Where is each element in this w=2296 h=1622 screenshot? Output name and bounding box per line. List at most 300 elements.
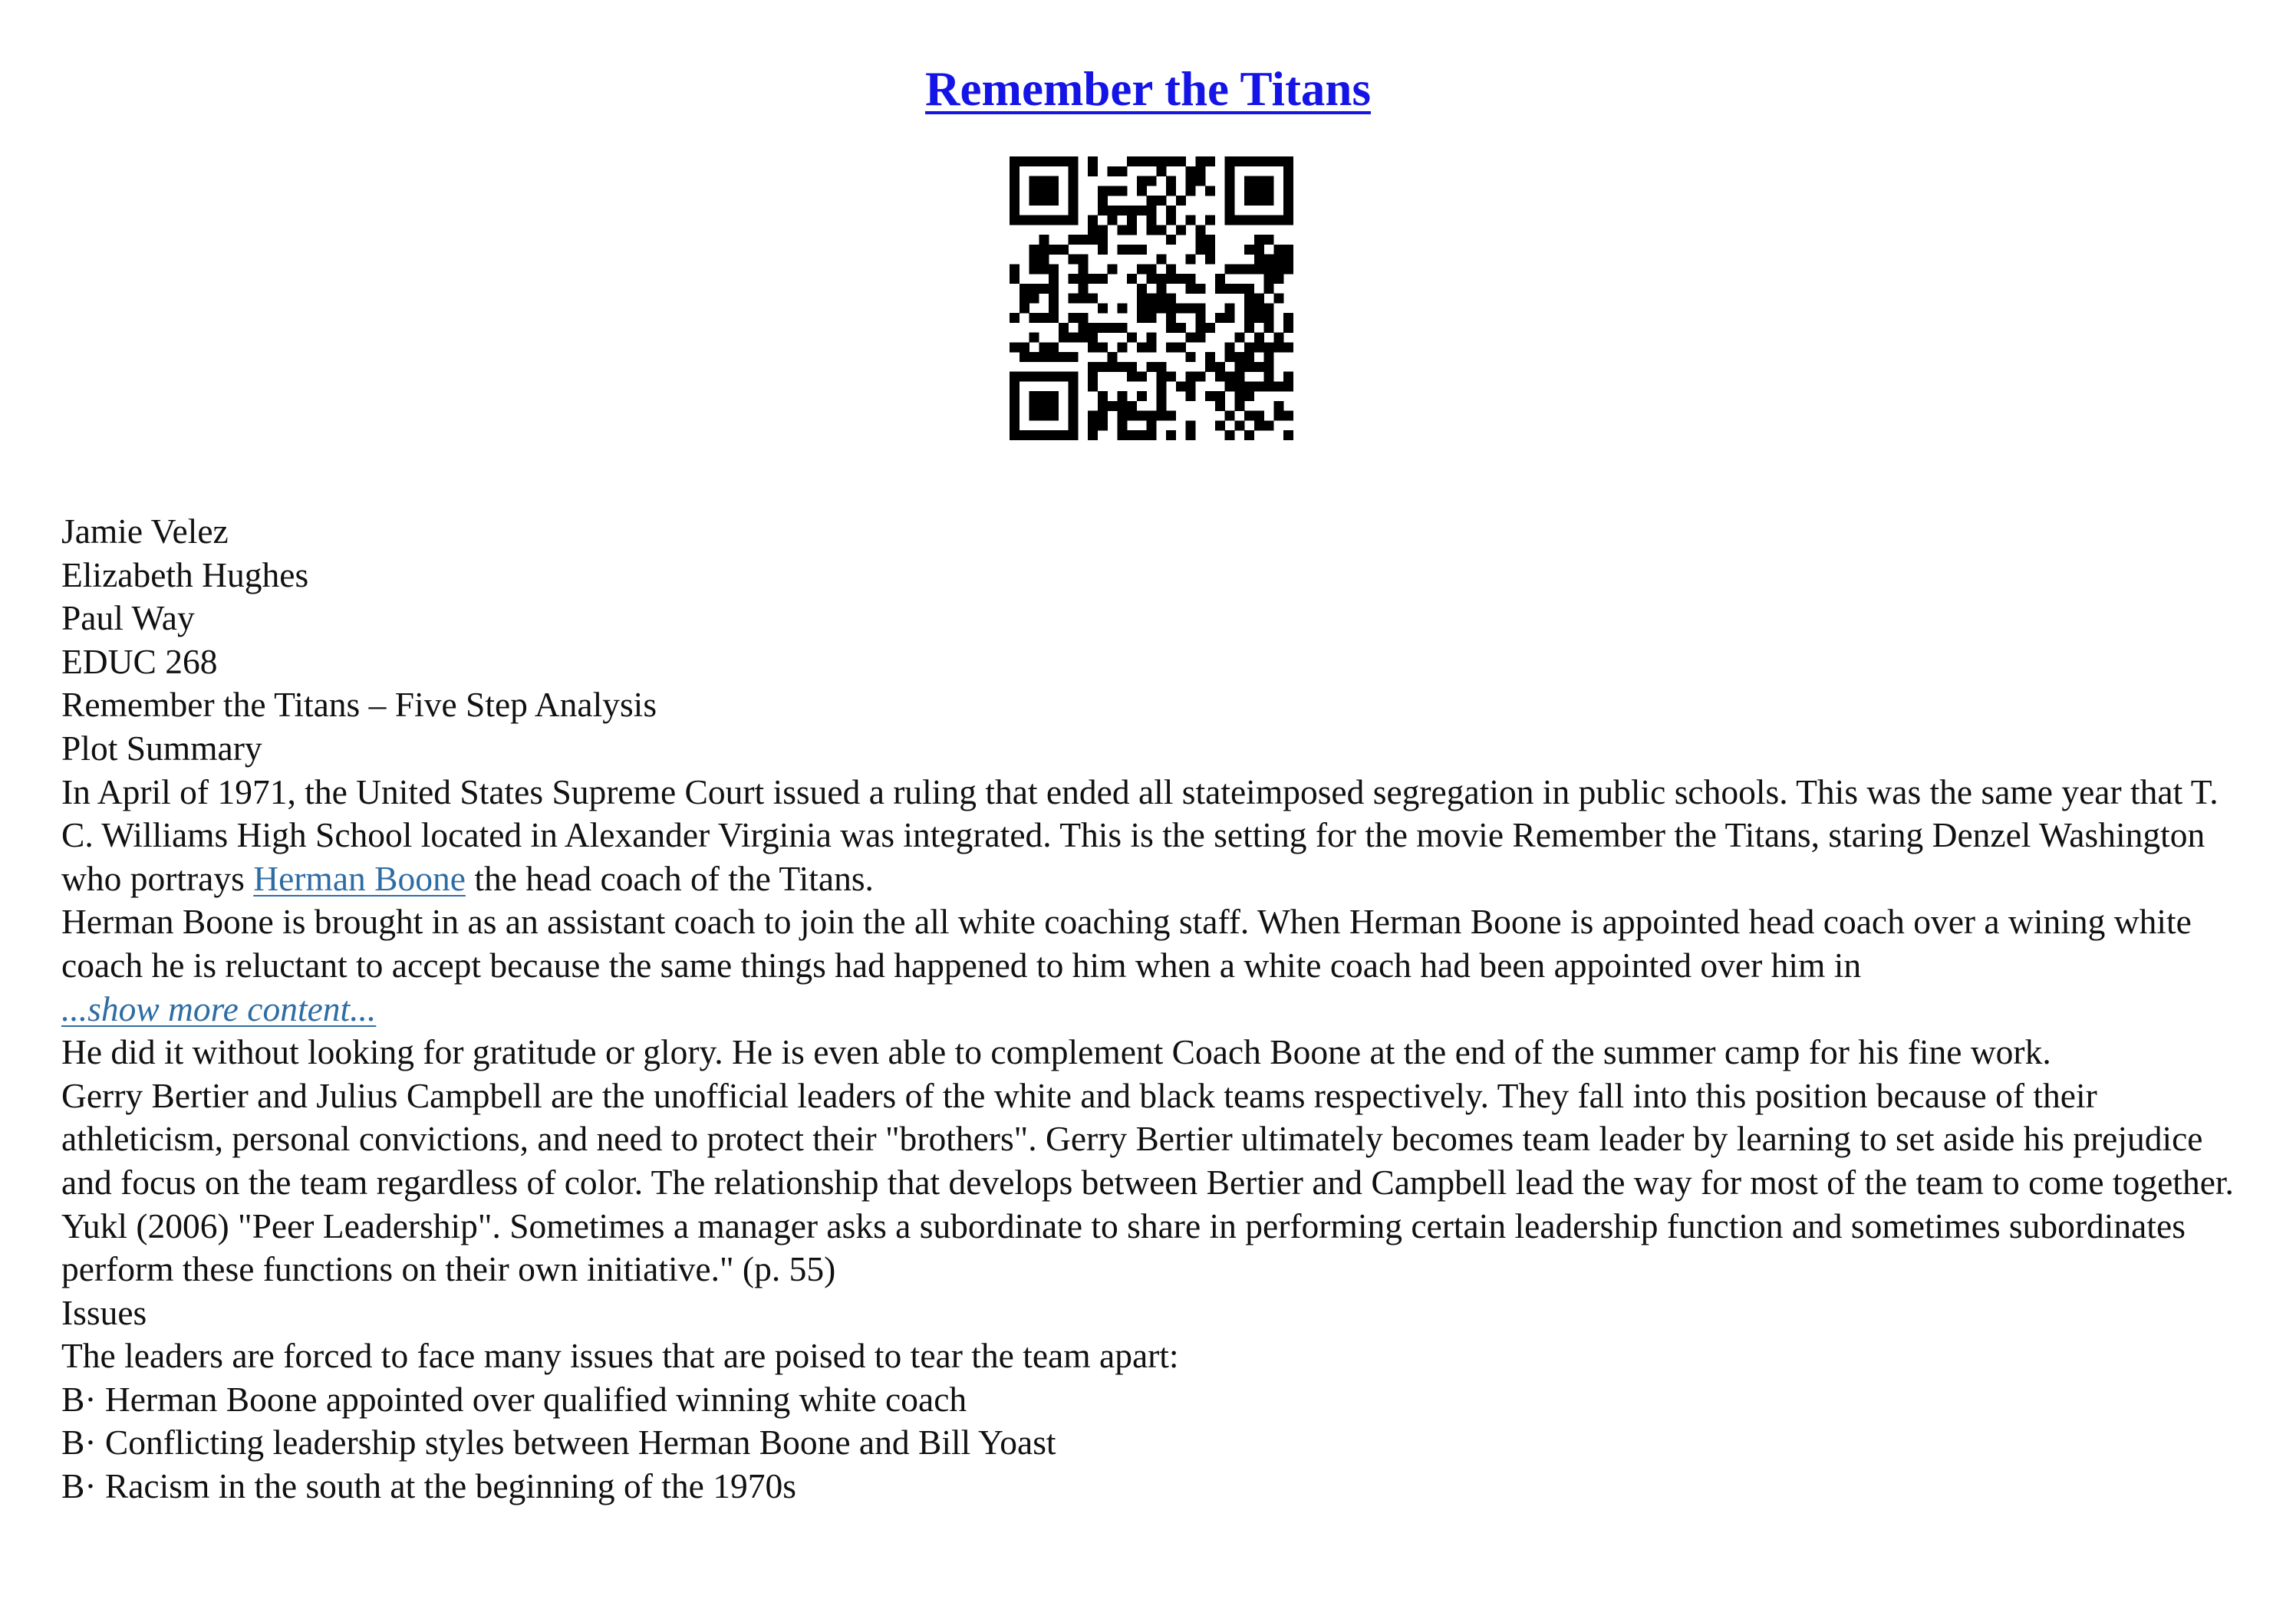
qr-module bbox=[1244, 186, 1254, 196]
qr-module bbox=[1234, 381, 1244, 391]
qr-module bbox=[1215, 284, 1225, 294]
qr-module bbox=[1244, 284, 1254, 294]
paragraph-intro-tail: the head coach of the Titans. bbox=[465, 858, 874, 898]
qr-module bbox=[1264, 196, 1274, 206]
qr-module bbox=[1156, 362, 1166, 372]
qr-module bbox=[1147, 196, 1157, 206]
qr-module bbox=[1117, 342, 1127, 352]
qr-module bbox=[1147, 215, 1157, 225]
qr-module bbox=[1029, 196, 1039, 206]
qr-module bbox=[1059, 215, 1069, 225]
qr-module bbox=[1176, 196, 1186, 206]
qr-module bbox=[1117, 401, 1127, 411]
qr-module bbox=[1010, 186, 1020, 196]
qr-module bbox=[1098, 420, 1108, 430]
qr-module bbox=[1078, 235, 1088, 245]
qr-module bbox=[1098, 225, 1108, 235]
qr-module bbox=[1088, 323, 1098, 333]
qr-module bbox=[1137, 264, 1147, 274]
paragraph-yukl: Yukl (2006) "Peer Leadership". Sometimes a manager asks a subordinate to share in performing certain leadership function and sometimes subordinates perform these functions on their own initiative." (p. 55) bbox=[61, 1206, 2186, 1289]
qr-module bbox=[1283, 372, 1293, 382]
qr-module bbox=[1147, 430, 1157, 440]
qr-module bbox=[1098, 303, 1108, 313]
qr-module bbox=[1244, 381, 1254, 391]
qr-module bbox=[1147, 176, 1157, 186]
qr-module bbox=[1244, 176, 1254, 186]
qr-module bbox=[1176, 225, 1186, 235]
qr-module bbox=[1059, 372, 1069, 382]
qr-module bbox=[1195, 303, 1205, 313]
qr-module bbox=[1225, 342, 1235, 352]
show-more-content-link[interactable]: ...show more content... bbox=[61, 989, 377, 1028]
qr-module bbox=[1264, 215, 1274, 225]
herman-boone-link[interactable]: Herman Boone bbox=[253, 858, 466, 898]
qr-module bbox=[1195, 323, 1205, 333]
qr-module bbox=[1098, 245, 1108, 255]
qr-module bbox=[1069, 411, 1079, 421]
qr-module bbox=[1069, 294, 1079, 304]
qr-module bbox=[1029, 430, 1039, 440]
qr-module bbox=[1127, 156, 1137, 166]
qr-module bbox=[1029, 352, 1039, 362]
qr-module bbox=[1117, 303, 1127, 313]
qr-module bbox=[1225, 215, 1235, 225]
qr-module bbox=[1137, 284, 1147, 294]
qr-module bbox=[1156, 284, 1166, 294]
qr-module bbox=[1166, 313, 1176, 323]
qr-module bbox=[1186, 333, 1196, 343]
qr-module bbox=[1273, 333, 1283, 343]
qr-module bbox=[1254, 215, 1264, 225]
qr-module bbox=[1273, 156, 1283, 166]
qr-module bbox=[1186, 303, 1196, 313]
qr-module bbox=[1137, 245, 1147, 255]
qr-module bbox=[1010, 420, 1020, 430]
qr-module bbox=[1010, 430, 1020, 440]
qr-module bbox=[1137, 372, 1147, 382]
qr-module bbox=[1244, 430, 1254, 440]
qr-module bbox=[1264, 156, 1274, 166]
qr-module bbox=[1244, 352, 1254, 362]
qr-module bbox=[1010, 176, 1020, 186]
qr-module bbox=[1117, 206, 1127, 215]
qr-module bbox=[1283, 342, 1293, 352]
qr-module bbox=[1273, 294, 1283, 304]
qr-module bbox=[1147, 264, 1157, 274]
qr-module bbox=[1234, 352, 1244, 362]
qr-module bbox=[1029, 156, 1039, 166]
qr-module bbox=[1264, 264, 1274, 274]
qr-module bbox=[1020, 294, 1029, 304]
qr-module bbox=[1117, 323, 1127, 333]
qr-module bbox=[1088, 411, 1098, 421]
qr-module bbox=[1020, 342, 1029, 352]
document-body bbox=[61, 510, 2255, 1508]
qr-module bbox=[1166, 235, 1176, 245]
qr-module bbox=[1020, 215, 1029, 225]
qr-module bbox=[1117, 420, 1127, 430]
qr-module bbox=[1039, 372, 1049, 382]
qr-module bbox=[1147, 342, 1157, 352]
qr-module bbox=[1039, 264, 1049, 274]
qr-module bbox=[1137, 430, 1147, 440]
qr-module bbox=[1108, 362, 1118, 372]
qr-module bbox=[1010, 196, 1020, 206]
qr-module bbox=[1254, 186, 1264, 196]
qr-module bbox=[1010, 215, 1020, 225]
qr-module bbox=[1069, 274, 1079, 284]
qr-module bbox=[1215, 362, 1225, 372]
qr-module bbox=[1156, 166, 1166, 176]
title-link[interactable]: Remember the Titans bbox=[925, 62, 1371, 116]
qr-module bbox=[1166, 156, 1176, 166]
qr-module bbox=[1059, 323, 1069, 333]
paragraph-leaders: Gerry Bertier and Julius Campbell are the unofficial leaders of the white and black teams respectively. They fall into this position because of their athleticism, personal convictions, and need to protect their "brothers". Gerry Bertier ultimately becomes team leader by learning to set aside his prejudice and focus on the team regardless of color. The relationship that develops between Bertier and Campbell lead the way for most of the team to come together. bbox=[61, 1075, 2234, 1202]
qr-module bbox=[1039, 215, 1049, 225]
qr-module bbox=[1059, 333, 1069, 343]
qr-module bbox=[1166, 215, 1176, 225]
issue-item: B· Racism in the south at the beginning of the 1970s bbox=[61, 1466, 796, 1506]
qr-module bbox=[1049, 313, 1059, 323]
qr-module bbox=[1234, 264, 1244, 274]
qr-module bbox=[1029, 186, 1039, 196]
qr-module bbox=[1205, 245, 1215, 255]
section-heading-plot-summary: Plot Summary bbox=[61, 728, 262, 768]
qr-module bbox=[1283, 186, 1293, 196]
qr-module bbox=[1020, 372, 1029, 382]
qr-module bbox=[1069, 186, 1079, 196]
qr-module bbox=[1088, 225, 1098, 235]
qr-module bbox=[1166, 294, 1176, 304]
qr-module bbox=[1254, 303, 1264, 313]
qr-module bbox=[1186, 391, 1196, 401]
qr-module bbox=[1069, 196, 1079, 206]
qr-module bbox=[1137, 313, 1147, 323]
qr-module bbox=[1234, 284, 1244, 294]
author-line: Paul Way bbox=[61, 598, 195, 638]
qr-module bbox=[1156, 303, 1166, 313]
qr-module bbox=[1039, 235, 1049, 245]
qr-module bbox=[1029, 411, 1039, 421]
qr-module bbox=[1156, 372, 1166, 382]
qr-module bbox=[1098, 411, 1108, 421]
qr-module bbox=[1283, 264, 1293, 274]
qr-module bbox=[1166, 186, 1176, 196]
qr-module bbox=[1225, 186, 1235, 196]
qr-module bbox=[1039, 176, 1049, 186]
qr-module bbox=[1039, 196, 1049, 206]
qr-module bbox=[1254, 235, 1264, 245]
qr-module bbox=[1117, 245, 1127, 255]
qr-module bbox=[1127, 333, 1137, 343]
qr-module bbox=[1244, 156, 1254, 166]
qr-module bbox=[1244, 313, 1254, 323]
qr-module bbox=[1147, 420, 1157, 430]
qr-module bbox=[1078, 333, 1088, 343]
qr-module bbox=[1010, 313, 1020, 323]
qr-module bbox=[1264, 372, 1274, 382]
qr-module bbox=[1049, 303, 1059, 313]
qr-module bbox=[1108, 401, 1118, 411]
qr-module bbox=[1049, 156, 1059, 166]
qr-module bbox=[1264, 362, 1274, 372]
qr-module bbox=[1108, 323, 1118, 333]
qr-module bbox=[1088, 235, 1098, 245]
qr-module bbox=[1098, 186, 1108, 196]
qr-module bbox=[1283, 245, 1293, 255]
qr-module bbox=[1137, 411, 1147, 421]
qr-module bbox=[1078, 323, 1088, 333]
qr-module bbox=[1254, 255, 1264, 265]
qr-module bbox=[1264, 323, 1274, 333]
qr-module bbox=[1029, 391, 1039, 401]
paragraph-intro bbox=[61, 771, 2255, 901]
qr-module bbox=[1049, 430, 1059, 440]
qr-module bbox=[1069, 372, 1079, 382]
qr-module bbox=[1039, 313, 1049, 323]
qr-module bbox=[1186, 430, 1196, 440]
qr-module bbox=[1049, 352, 1059, 362]
qr-module bbox=[1108, 215, 1118, 225]
qr-module bbox=[1283, 176, 1293, 186]
qr-module bbox=[1137, 294, 1147, 304]
qr-module bbox=[1156, 196, 1166, 206]
qr-module bbox=[1049, 186, 1059, 196]
qr-code bbox=[1010, 156, 1293, 440]
qr-module bbox=[1059, 352, 1069, 362]
qr-module bbox=[1195, 313, 1205, 323]
qr-module bbox=[1156, 294, 1166, 304]
qr-module bbox=[1273, 411, 1283, 421]
qr-module bbox=[1283, 166, 1293, 176]
qr-module bbox=[1254, 196, 1264, 206]
qr-module bbox=[1117, 166, 1127, 176]
qr-module bbox=[1078, 294, 1088, 304]
qr-module bbox=[1244, 303, 1254, 313]
qr-module bbox=[1195, 245, 1205, 255]
qr-module bbox=[1039, 401, 1049, 411]
qr-module bbox=[1264, 352, 1274, 362]
qr-module bbox=[1137, 391, 1147, 401]
qr-module bbox=[1186, 186, 1196, 196]
qr-module bbox=[1234, 372, 1244, 382]
section-heading-issues: Issues bbox=[61, 1292, 147, 1332]
qr-module bbox=[1049, 391, 1059, 401]
qr-module bbox=[1078, 274, 1088, 284]
qr-module bbox=[1059, 245, 1069, 255]
qr-module bbox=[1010, 156, 1020, 166]
qr-module bbox=[1098, 206, 1108, 215]
qr-module bbox=[1195, 284, 1205, 294]
qr-module bbox=[1244, 323, 1254, 333]
qr-module bbox=[1215, 274, 1225, 284]
qr-module bbox=[1088, 372, 1098, 382]
qr-module bbox=[1088, 362, 1098, 372]
qr-module bbox=[1215, 313, 1225, 323]
qr-module bbox=[1108, 352, 1118, 362]
qr-module bbox=[1176, 274, 1186, 284]
qr-module bbox=[1069, 401, 1079, 411]
qr-module bbox=[1283, 156, 1293, 166]
qr-module bbox=[1273, 264, 1283, 274]
qr-module bbox=[1029, 401, 1039, 411]
qr-module bbox=[1244, 196, 1254, 206]
qr-module bbox=[1195, 235, 1205, 245]
qr-module bbox=[1098, 362, 1108, 372]
qr-module bbox=[1283, 381, 1293, 391]
qr-module bbox=[1186, 381, 1196, 391]
qr-module bbox=[1098, 323, 1108, 333]
qr-module bbox=[1156, 225, 1166, 235]
qr-module bbox=[1127, 215, 1137, 225]
qr-module bbox=[1195, 372, 1205, 382]
qr-module bbox=[1039, 430, 1049, 440]
qr-module bbox=[1234, 420, 1244, 430]
qr-module bbox=[1108, 206, 1118, 215]
qr-module bbox=[1166, 303, 1176, 313]
qr-module bbox=[1254, 381, 1264, 391]
qr-module bbox=[1069, 176, 1079, 186]
qr-module bbox=[1088, 420, 1098, 430]
qr-module bbox=[1049, 284, 1059, 294]
qr-module bbox=[1059, 430, 1069, 440]
qr-module bbox=[1186, 284, 1196, 294]
qr-module bbox=[1020, 430, 1029, 440]
qr-module bbox=[1039, 284, 1049, 294]
qr-module bbox=[1283, 255, 1293, 265]
qr-module bbox=[1010, 391, 1020, 401]
qr-module bbox=[1254, 294, 1264, 304]
author-line: Elizabeth Hughes bbox=[61, 554, 309, 594]
qr-module bbox=[1166, 430, 1176, 440]
qr-module bbox=[1166, 342, 1176, 352]
qr-module bbox=[1029, 313, 1039, 323]
qr-module bbox=[1186, 255, 1196, 265]
qr-module bbox=[1254, 245, 1264, 255]
qr-module bbox=[1225, 196, 1235, 206]
qr-module bbox=[1225, 430, 1235, 440]
qr-module bbox=[1117, 186, 1127, 196]
qr-module bbox=[1049, 196, 1059, 206]
qr-module bbox=[1098, 391, 1108, 401]
qr-module bbox=[1234, 215, 1244, 225]
qr-module bbox=[1127, 430, 1137, 440]
qr-module bbox=[1069, 420, 1079, 430]
qr-module bbox=[1049, 342, 1059, 352]
qr-module bbox=[1186, 176, 1196, 186]
qr-module bbox=[1049, 245, 1059, 255]
qr-module bbox=[1147, 362, 1157, 372]
qr-module bbox=[1029, 215, 1039, 225]
qr-module bbox=[1147, 303, 1157, 313]
qr-module bbox=[1010, 206, 1020, 215]
qr-module bbox=[1039, 411, 1049, 421]
qr-module bbox=[1069, 235, 1079, 245]
qr-module bbox=[1205, 352, 1215, 362]
qr-module bbox=[1156, 274, 1166, 284]
qr-module bbox=[1069, 313, 1079, 323]
qr-module bbox=[1156, 381, 1166, 391]
qr-module bbox=[1273, 245, 1283, 255]
qr-module bbox=[1127, 372, 1137, 382]
qr-module bbox=[1166, 176, 1176, 186]
qr-module bbox=[1137, 156, 1147, 166]
qr-module bbox=[1088, 430, 1098, 440]
qr-module bbox=[1020, 284, 1029, 294]
qr-module bbox=[1195, 166, 1205, 176]
qr-module bbox=[1264, 274, 1274, 284]
qr-module bbox=[1137, 342, 1147, 352]
qr-module bbox=[1039, 391, 1049, 401]
qr-module bbox=[1234, 391, 1244, 401]
qr-module bbox=[1049, 215, 1059, 225]
qr-module bbox=[1205, 323, 1215, 333]
qr-module bbox=[1254, 342, 1264, 352]
qr-module bbox=[1147, 333, 1157, 343]
qr-module bbox=[1147, 156, 1157, 166]
qr-module bbox=[1283, 313, 1293, 323]
qr-module bbox=[1069, 215, 1079, 225]
qr-module bbox=[1147, 206, 1157, 215]
qr-module bbox=[1254, 264, 1264, 274]
qr-module bbox=[1273, 401, 1283, 411]
qr-module bbox=[1244, 342, 1254, 352]
qr-module bbox=[1078, 284, 1088, 294]
qr-module bbox=[1059, 156, 1069, 166]
qr-module bbox=[1244, 294, 1254, 304]
qr-module bbox=[1127, 245, 1137, 255]
qr-module bbox=[1225, 303, 1235, 313]
qr-module bbox=[1156, 391, 1166, 401]
qr-module bbox=[1088, 294, 1098, 304]
course-line: EDUC 268 bbox=[61, 641, 218, 681]
issues-intro: The leaders are forced to face many issues that are poised to tear the team apart: bbox=[61, 1336, 1179, 1376]
qr-module bbox=[1049, 176, 1059, 186]
qr-module bbox=[1205, 235, 1215, 245]
qr-module bbox=[1029, 333, 1039, 343]
qr-module bbox=[1215, 401, 1225, 411]
qr-module bbox=[1088, 333, 1098, 343]
qr-module bbox=[1225, 381, 1235, 391]
qr-module bbox=[1273, 255, 1283, 265]
qr-module bbox=[1069, 166, 1079, 176]
qr-module bbox=[1010, 264, 1020, 274]
qr-module bbox=[1186, 420, 1196, 430]
qr-module bbox=[1186, 352, 1196, 362]
qr-module bbox=[1283, 323, 1293, 333]
qr-module bbox=[1225, 352, 1235, 362]
qr-module bbox=[1078, 313, 1088, 323]
qr-module bbox=[1029, 245, 1039, 255]
qr-module bbox=[1156, 411, 1166, 421]
qr-module bbox=[1137, 303, 1147, 313]
qr-module bbox=[1166, 274, 1176, 284]
qr-module bbox=[1264, 303, 1274, 313]
qr-module bbox=[1108, 264, 1118, 274]
qr-module bbox=[1205, 215, 1215, 225]
qr-module bbox=[1176, 381, 1186, 391]
qr-module bbox=[1215, 391, 1225, 401]
qr-module bbox=[1254, 176, 1264, 186]
qr-module bbox=[1225, 264, 1235, 274]
qr-module bbox=[1205, 362, 1215, 372]
qr-module bbox=[1215, 420, 1225, 430]
qr-module bbox=[1029, 176, 1039, 186]
qr-module bbox=[1088, 342, 1098, 352]
qr-module bbox=[1039, 186, 1049, 196]
document-title bbox=[0, 57, 2296, 121]
qr-module bbox=[1186, 166, 1196, 176]
